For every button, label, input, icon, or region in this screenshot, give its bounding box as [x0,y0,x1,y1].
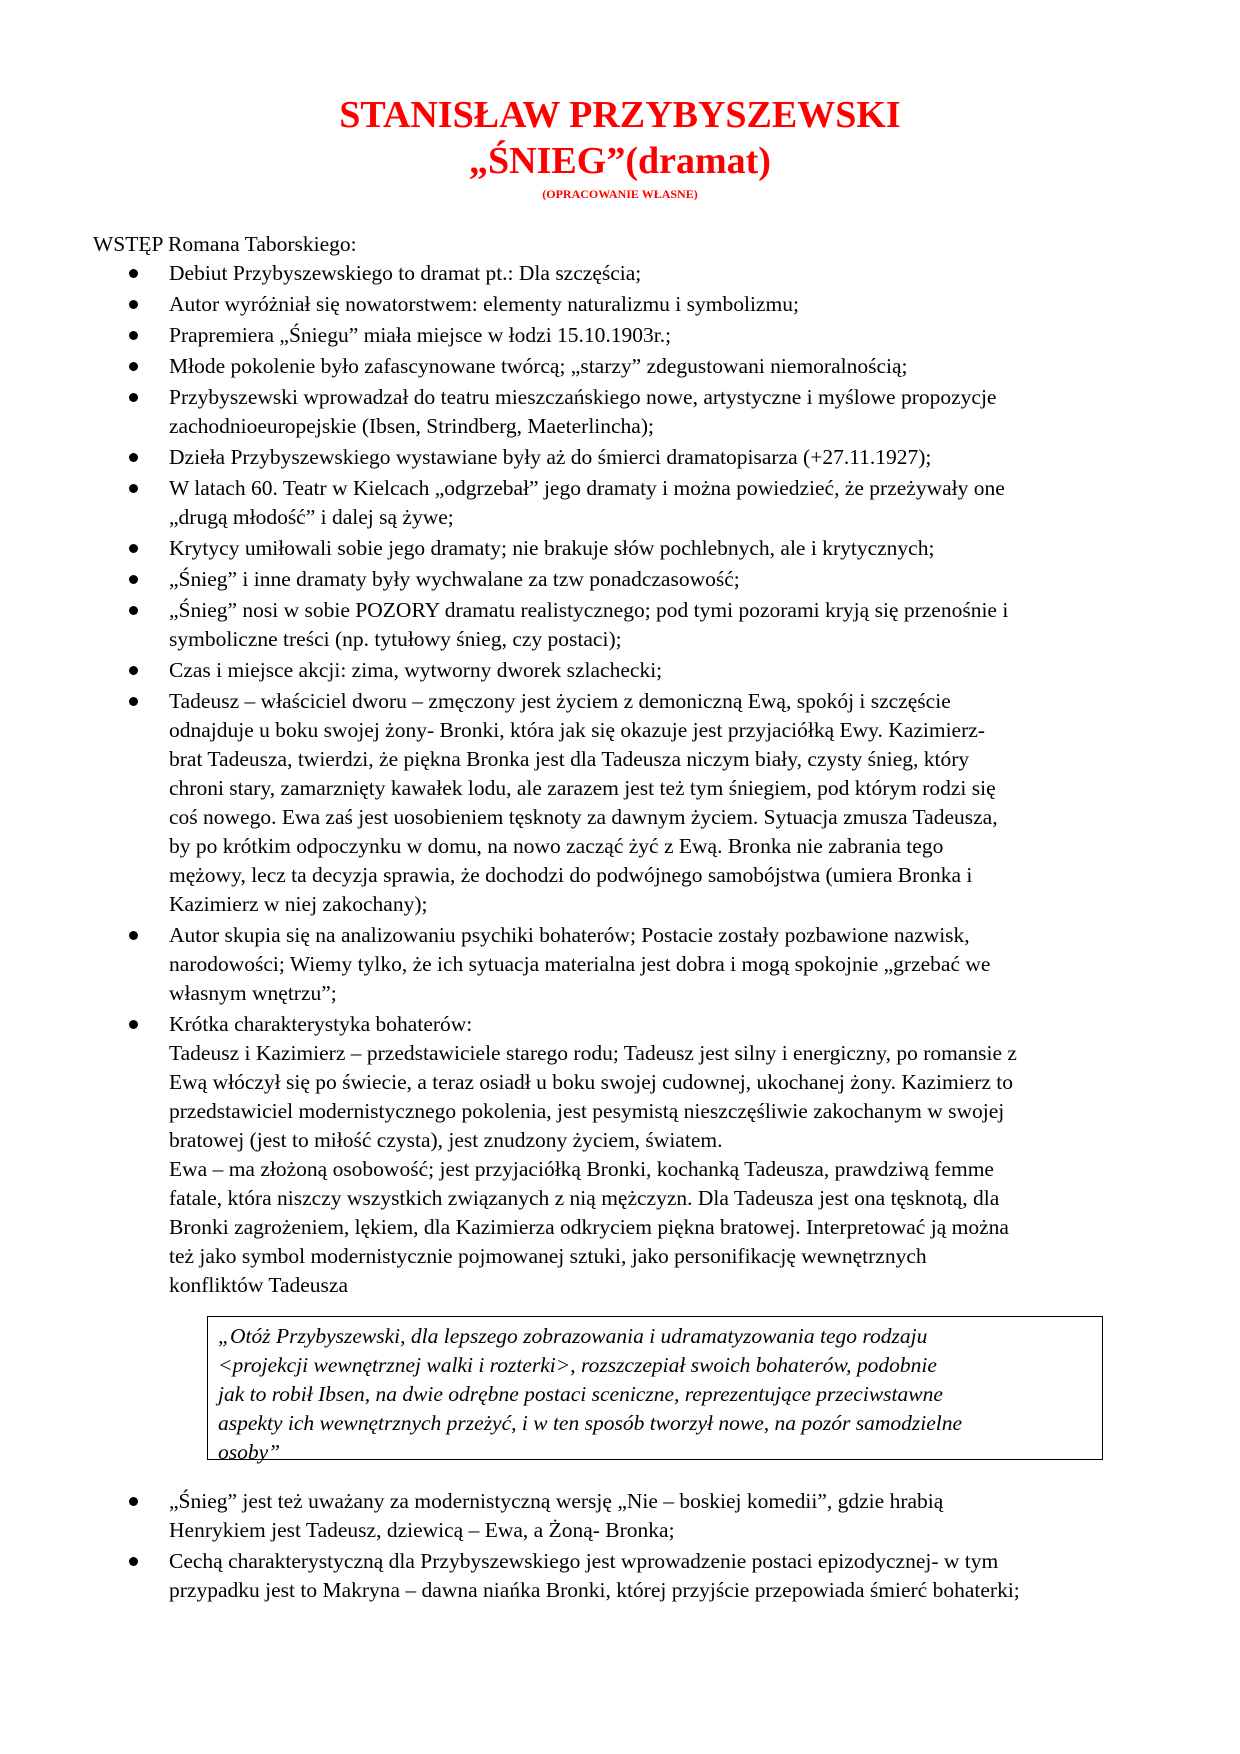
bullet-item [0,474,1149,532]
bullet-text-line: symboliczne treści (np. tytułowy śnieg, czy postaci); [169,627,622,651]
bullet-text-line: mężowy, lecz ta decyzja sprawia, że dochodzi do podwójnego samobójstwa (umiera Bronka i [169,863,973,887]
bullet-text-line: Autor skupia się na analizowaniu psychiki bohaterów; Postacie zostały pozbawione nazwisk, [169,923,970,947]
bullet-text-line: Cechą charakterystyczną dla Przybyszewskiego jest wprowadzenie postaci epizodycznej- w tym [169,1549,999,1573]
bullet-text-line: Krótka charakterystyka bohaterów: [169,1012,473,1036]
bullet-text-line: brat Tadeusza, twierdzi, że piękna Bronka jest dla Tadeusza niczym biały, czysty śnieg, który [169,747,970,771]
bullet-text-line: Debiut Przybyszewskiego to dramat pt.: Dla szczęścia; [169,261,642,285]
bullet-item [0,321,1149,350]
bullet-text-line: Prapremiera „Śniegu” miała miejsce w łodzi 15.10.1903r.; [169,323,672,347]
bullet-dot-icon [129,269,138,278]
bullet-dot-icon [129,362,138,371]
bullet-text-line: „Śnieg” nosi w sobie POZORY dramatu realistycznego; pod tymi pozorami kryją się przenośnie i [169,598,1009,622]
bullet-text-line: przedstawiciel modernistycznego pokolenia, jest pesymistą nieszczęśliwie zakochanym w swojej [169,1099,1005,1123]
bullet-item [0,687,1149,919]
bullet-dot-icon [129,1497,138,1506]
bullet-text-line: Ewą włóczył się po świecie, a teraz osiadł u boku swojej cudownej, ukochanej żony. Kazimierz to [169,1070,1013,1094]
bullet-dot-icon [129,331,138,340]
bullet-text-line: Bronki zagrożeniem, lękiem, dla Kazimierza odkryciem piękna bratowej. Interpretować ją można [169,1215,1009,1239]
bullet-text-line: własnym wnętrzu”; [169,981,337,1005]
bullet-item [0,656,1149,685]
bullet-text-line: Tadeusz i Kazimierz – przedstawiciele starego rodu; Tadeusz jest silny i energiczny, po romansie z [169,1041,1017,1065]
bullet-text-line: Krytycy umiłowali sobie jego dramaty; nie brakuje słów pochlebnych, ale i krytycznych; [169,536,935,560]
bullet-text-line: coś nowego. Ewa zaś jest uosobieniem tęsknoty za dawnym życiem. Sytuacja zmusza Tadeusza, [169,805,998,829]
bullet-item [0,443,1149,472]
bullet-text-line: Ewa – ma złożoną osobowość; jest przyjaciółką Bronki, kochanką Tadeusza, prawdziwą femme [169,1157,994,1181]
bullet-text-line: Autor wyróżniał się nowatorstwem: elementy naturalizmu i symbolizmu; [169,292,799,316]
bullet-item [0,290,1149,319]
bullet-text-line: Przybyszewski wprowadzał do teatru mieszczańskiego nowe, artystyczne i myślowe propozycje [169,385,997,409]
bullet-text-line: Tadeusz – właściciel dworu – zmęczony jest życiem z demoniczną Ewą, spokój i szczęście [169,689,951,713]
bullet-text-line: Młode pokolenie było zafascynowane twórcą; „starzy” zdegustowani niemoralnością; [169,354,908,378]
quote-box [207,1316,1103,1464]
quote-line: <projekcji wewnętrznej walki i rozterki>, rozszczepiał swoich bohaterów, podobnie [218,1353,937,1377]
bullet-dot-icon [129,393,138,402]
bullet-text-line: fatale, która niszczy wszystkich związanych z nią mężczyzn. Dla Tadeusza jest ona tęsknotą, dla [169,1186,1000,1210]
bullet-dot-icon [129,666,138,675]
bullet-dot-icon [129,697,138,706]
quote-line: „Otóż Przybyszewski, dla lepszego zobrazowania i udramatyzowania tego rodzaju [218,1324,928,1348]
bullet-text-line: „drugą młodość” i dalej są żywe; [169,505,454,529]
intro-heading: WSTĘP Romana Taborskiego: [93,232,357,256]
bullet-text-line: by po krótkim odpoczynku w domu, na nowo zacząć żyć z Ewą. Bronka nie zabrania tego [169,834,944,858]
title-block [0,92,1240,202]
bullet-text-line: narodowości; Wiemy tylko, że ich sytuacja materialna jest dobra i mogą spokojnie „grzebać we [169,952,991,976]
document-title: STANISŁAW PRZYBYSZEWSKI [339,94,901,136]
document-title-secondary: „ŚNIEG”(dramat) [469,140,771,182]
bullet-text-line: Kazimierz w niej zakochany); [169,892,428,916]
quote-line: aspekty ich wewnętrznych przeżyć, i w ten sposób tworzył nowe, na pozór samodzielne [218,1411,963,1435]
bullet-text-line: zachodnioeuropejskie (Ibsen, Strindberg, Maeterlincha); [169,414,654,438]
bullet-dot-icon [129,1020,138,1029]
bullet-text-line: bratowej (jest to miłość czysta), jest znudzony życiem, światem. [169,1128,723,1152]
bullet-dot-icon [129,1557,138,1566]
bullet-text-line: Czas i miejsce akcji: zima, wytworny dworek szlachecki; [169,658,663,682]
bullet-dot-icon [129,300,138,309]
bullet-dot-icon [129,575,138,584]
bullet-text-line: W latach 60. Teatr w Kielcach „odgrzebał” jego dramaty i można powiedzieć, że przeżywały one [169,476,1005,500]
bullet-text-line: też jako symbol modernistycznie pojmowanej sztuki, jako personifikację wewnętrznych [169,1244,927,1268]
bullet-item [0,921,1149,1008]
bullet-text-line: Henrykiem jest Tadeusz, dziewicą – Ewa, a Żoną- Bronka; [169,1518,675,1542]
bullet-dot-icon [129,606,138,615]
bullet-dot-icon [129,544,138,553]
bullet-item [0,534,1149,563]
bullet-text-line: przypadku jest to Makryna – dawna niańka Bronki, której przyjście przepowiada śmierć bohaterki; [169,1578,1020,1602]
bullet-list-continued [0,1487,1240,1607]
bullet-text-line: „Śnieg” jest też uważany za modernistyczną wersję „Nie – boskiej komedii”, gdzie hrabią [169,1489,944,1513]
bullet-text-line: Dzieła Przybyszewskiego wystawiane były aż do śmierci dramatopisarza (+27.11.1927); [169,445,932,469]
bullet-item [0,596,1149,654]
bullet-text-line: konfliktów Tadeusza [169,1273,349,1297]
quote-line: osoby” [218,1440,281,1464]
bullet-dot-icon [129,484,138,493]
bullet-item [0,1547,1149,1605]
bullet-item [0,259,1149,288]
document-subtitle: (OPRACOWANIE WŁASNE) [542,187,698,201]
bullet-text-line: odnajduje u boku swojej żony- Bronki, która jak się okazuje jest przyjaciółką Ewy. Kazimierz- [169,718,985,742]
bullet-item [0,565,1149,594]
bullet-list [0,259,1240,1302]
bullet-item [0,1487,1149,1545]
bullet-text-line: „Śnieg” i inne dramaty były wychwalane za tzw ponadczasowość; [169,567,740,591]
bullet-dot-icon [129,453,138,462]
bullet-item [0,352,1149,381]
bullet-text-line: chroni stary, zamarznięty kawałek lodu, ale zarazem jest też tym śniegiem, pod którym rodzi się [169,776,996,800]
bullet-dot-icon [129,931,138,940]
bullet-item [0,383,1149,441]
quote-line: jak to robił Ibsen, na dwie odrębne postaci sceniczne, reprezentujące przeciwstawne [218,1382,943,1406]
bullet-item [0,1010,1149,1300]
